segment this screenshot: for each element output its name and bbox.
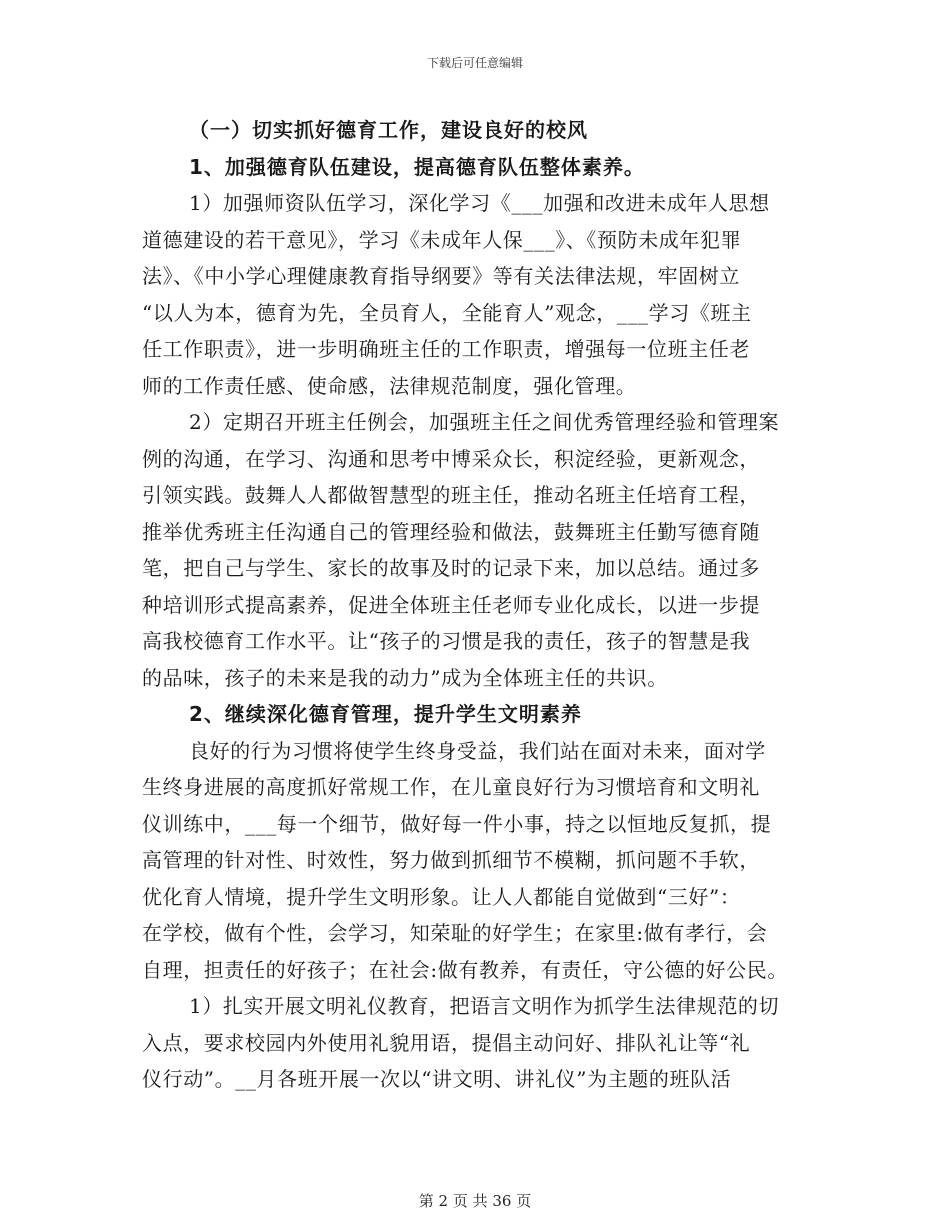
paragraph-line: 引领实践。鼓舞人人都做智慧型的班主任，推动名班主任培育工程，: [142, 483, 760, 507]
subsection-heading: 1、加强德育队伍建设，提高德育队伍整体素养。: [189, 154, 645, 179]
paragraph-line: 法》、《中小学心理健康教育指导纲要》等有关法律法规，牢固树立: [142, 264, 740, 288]
paragraph-line: 高我校德育工作水平。让“孩子的习惯是我的责任，孩子的智慧是我: [142, 629, 751, 653]
paragraph-line: 师的工作责任感、使命感，法律规范制度，强化管理。: [142, 373, 637, 398]
page-footer: 第 2 页 共 36 页: [418, 1192, 532, 1210]
paragraph-line: 高管理的针对性、时效性，努力做到抓细节不模糊，抓问题不手软，: [142, 848, 760, 872]
paragraph-line: 仪训练中，___每一个细节，做好每一件小事，持之以恒地反复抓，提: [142, 811, 772, 836]
paragraph-line: 例的沟通，在学习、沟通和思考中博采众长，积淀经验，更新观念，: [142, 446, 760, 471]
subsection-heading: 2、继续深化德育管理，提升学生文明素养: [189, 702, 582, 726]
paragraph-line: 道德建设的若干意见》，学习《未成年人保___》、《预防未成年犯罪: [142, 227, 742, 252]
paragraph-line: 笔，把自己与学生、家长的故事及时的记录下来，加以总结。通过多: [142, 556, 760, 580]
paragraph-line: 种培训形式提高素养，促进全体班主任老师专业化成长，以进一步提: [142, 592, 760, 617]
paragraph-line: 任工作职责》，进一步明确班主任的工作职责，增强每一位班主任老: [142, 337, 750, 361]
section-heading: （一）切实抓好德育工作，建设良好的校风: [189, 118, 588, 142]
paragraph-line: “以人为本，德育为先，全员育人，全能育人”观念，___学习《班主: [142, 300, 752, 325]
page-header: 下载后可任意编辑: [426, 56, 523, 70]
paragraph-line: 推举优秀班主任沟通自己的管理经验和做法，鼓舞班主任勤写德育随: [142, 519, 760, 544]
paragraph-line: 自理，担责任的好孩子；在社会:做有教养，有责任，守公德的好公民。: [142, 957, 788, 982]
paragraph-line: 生终身进展的高度抓好常规工作，在儿童良好行为习惯培育和文明礼: [142, 775, 760, 799]
paragraph-line: 的品味，孩子的未来是我的动力”成为全体班主任的共识。: [142, 665, 668, 690]
paragraph-line: 1）扎实开展文明礼仪教育，把语言文明作为抓学生法律规范的切: [189, 994, 780, 1018]
paragraph-line: 优化育人情境，提升学生文明形象。让人人都能自觉做到“三好”：: [142, 884, 741, 909]
paragraph-line: 良好的行为习惯将使学生终身受益，我们站在面对未来，面对学: [189, 738, 766, 763]
paragraph-line: 入点，要求校园内外使用礼貌用语，提倡主动问好、排队礼让等“礼: [142, 1030, 751, 1055]
paragraph-line: 在学校，做有个性，会学习，知荣耻的好学生；在家里:做有孝行，会: [142, 921, 768, 945]
paragraph-line: 仪行动”。__月各班开展一次以“讲文明、讲礼仪”为主题的班队活: [142, 1067, 732, 1091]
document-body: [142, 112, 808, 1098]
paragraph-line: 1）加强师资队伍学习，深化学习《___加强和改进未成年人思想: [189, 191, 770, 215]
paragraph-line: 2）定期召开班主任例会，加强班主任之间优秀管理经验和管理案: [189, 410, 780, 434]
